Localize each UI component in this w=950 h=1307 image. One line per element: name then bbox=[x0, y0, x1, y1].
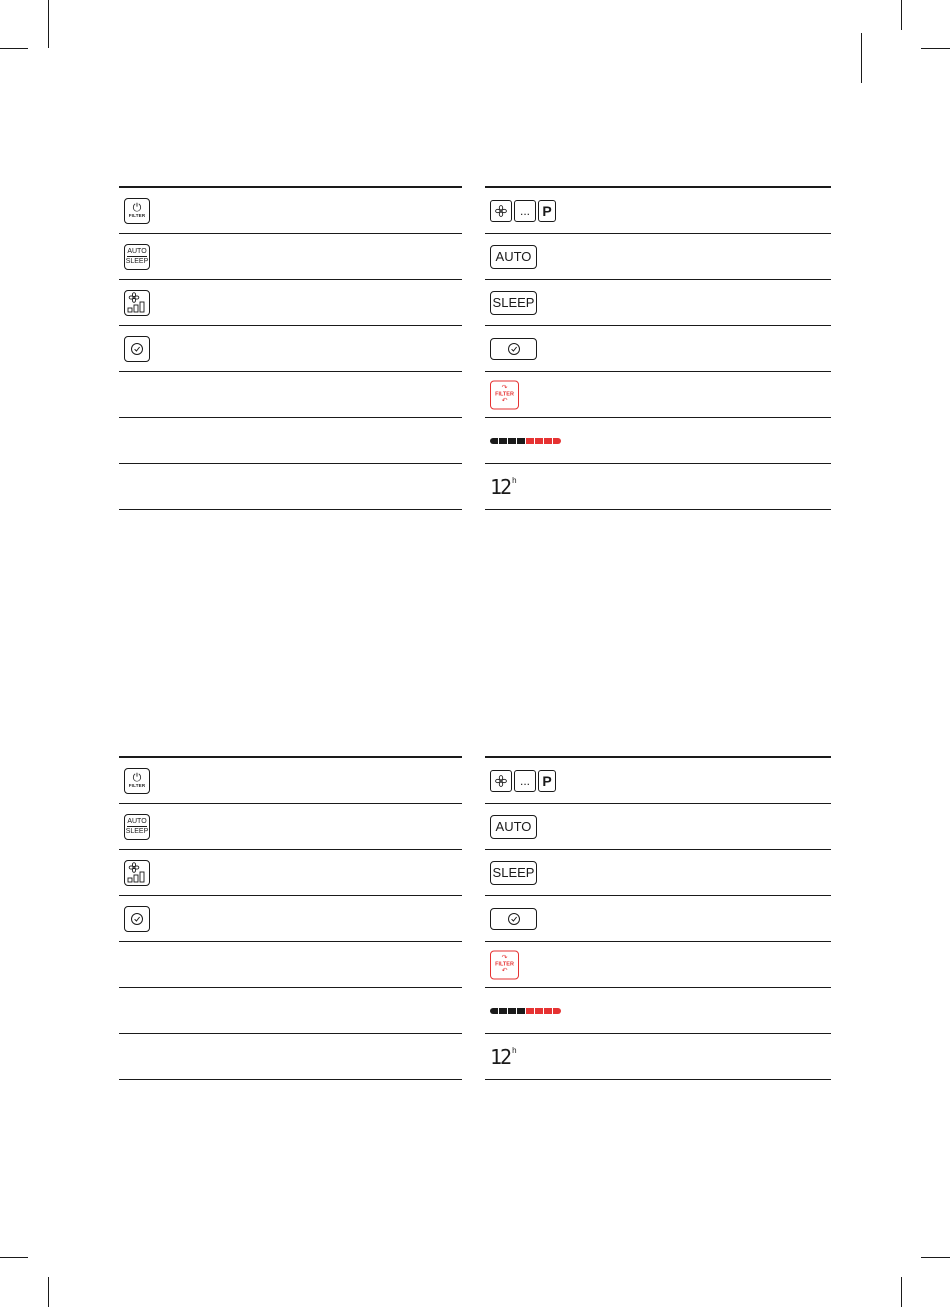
indicator-row bbox=[485, 418, 831, 464]
key-row bbox=[119, 942, 462, 988]
key-row bbox=[119, 804, 462, 850]
indicator-row bbox=[485, 280, 831, 326]
timer-indicator-icon bbox=[490, 338, 537, 360]
key-row bbox=[119, 280, 462, 326]
key-row bbox=[119, 850, 462, 896]
fan-speed-icon bbox=[124, 290, 150, 316]
key-row bbox=[119, 188, 462, 234]
crop-mark bbox=[48, 1277, 49, 1307]
fan-speed-icon bbox=[124, 860, 150, 886]
key-row bbox=[119, 418, 462, 464]
auto-indicator-icon: AUTO bbox=[490, 815, 537, 839]
indicator-row bbox=[485, 326, 831, 372]
auto-indicator-icon: AUTO bbox=[490, 245, 537, 269]
indicator-row bbox=[485, 758, 831, 804]
key-row bbox=[119, 372, 462, 418]
indicator-row bbox=[485, 850, 831, 896]
key-row bbox=[119, 464, 462, 510]
indicator-row bbox=[485, 188, 831, 234]
indicator-row bbox=[485, 804, 831, 850]
power-icon: ⏻ FILTER bbox=[124, 198, 150, 224]
sleep-indicator-icon: SLEEP bbox=[490, 291, 537, 315]
indicator-row bbox=[485, 942, 831, 988]
timer-icon bbox=[124, 906, 150, 932]
indicator-row bbox=[485, 1034, 831, 1080]
indicators-column bbox=[485, 186, 831, 510]
timer-indicator-icon bbox=[490, 908, 537, 930]
indicator-row bbox=[485, 464, 831, 510]
timer-hours-display-icon: 12 h bbox=[490, 1044, 517, 1069]
keys-column bbox=[119, 186, 462, 510]
keys-column bbox=[119, 756, 462, 1080]
crop-mark bbox=[0, 48, 28, 49]
key-row bbox=[119, 234, 462, 280]
timer-hours-display-icon: 12 h bbox=[490, 474, 517, 499]
crop-mark bbox=[901, 1277, 902, 1307]
auto-sleep-key-icon: AUTO SLEEP bbox=[124, 244, 150, 270]
key-row bbox=[119, 1034, 462, 1080]
key-row bbox=[119, 758, 462, 804]
crop-mark bbox=[48, 0, 49, 48]
filter-replace-icon: ↷ FILTER ↶ bbox=[490, 950, 519, 979]
key-row bbox=[119, 326, 462, 372]
indicator-row bbox=[485, 896, 831, 942]
fan-speed-indicator-icon: ... P bbox=[490, 770, 556, 792]
auto-sleep-key-icon: AUTO SLEEP bbox=[124, 814, 150, 840]
filter-life-bar-icon bbox=[490, 1008, 561, 1014]
indicator-row bbox=[485, 372, 831, 418]
indicators-column bbox=[485, 756, 831, 1080]
crop-mark bbox=[861, 33, 862, 83]
filter-replace-icon: ↷ FILTER ↶ bbox=[490, 380, 519, 409]
crop-mark bbox=[901, 0, 902, 30]
crop-mark bbox=[921, 48, 950, 49]
power-icon: ⏻ FILTER bbox=[124, 768, 150, 794]
crop-mark bbox=[921, 1257, 950, 1258]
fan-speed-indicator-icon: ... P bbox=[490, 200, 556, 222]
sleep-indicator-icon: SLEEP bbox=[490, 861, 537, 885]
timer-icon bbox=[124, 336, 150, 362]
indicator-row bbox=[485, 988, 831, 1034]
indicator-row bbox=[485, 234, 831, 280]
key-row bbox=[119, 988, 462, 1034]
crop-mark bbox=[0, 1257, 28, 1258]
filter-life-bar-icon bbox=[490, 438, 561, 444]
key-row bbox=[119, 896, 462, 942]
